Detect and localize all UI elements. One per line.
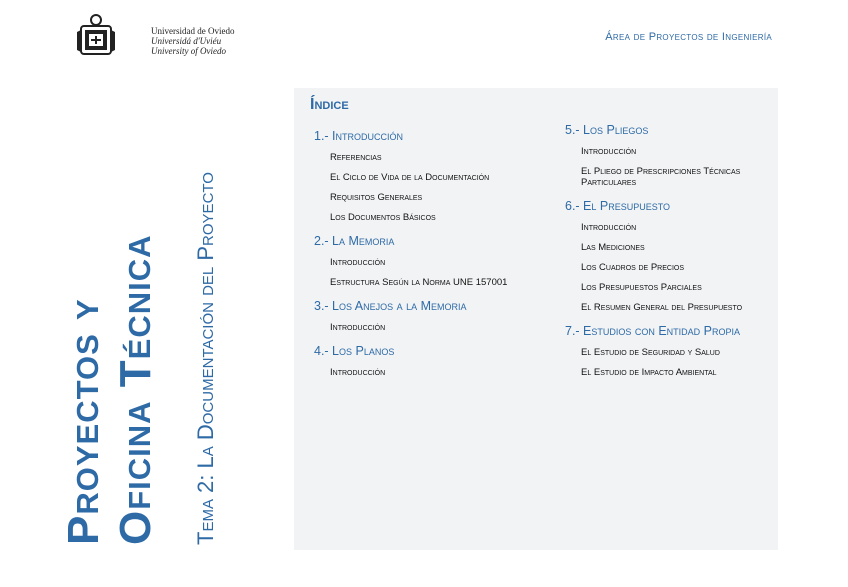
section-heading[interactable]: 5.- Los Pliegos (565, 123, 649, 137)
section-heading[interactable]: 3.- Los Anejos a la Memoria (314, 299, 467, 313)
university-name-es: Universidad de Oviedo (151, 26, 235, 36)
section-heading[interactable]: 7.- Estudios con Entidad Propia (565, 324, 740, 338)
section-heading[interactable]: 1.- Introducción (314, 129, 404, 143)
index-panel (294, 88, 778, 550)
index-item[interactable]: El Estudio de Impacto Ambiental (581, 367, 717, 378)
index-item[interactable]: El Estudio de Seguridad y Salud (581, 347, 720, 358)
index-item[interactable]: El Resumen General del Presupuesto (581, 302, 743, 313)
index-item[interactable]: Los Cuadros de Precios (581, 262, 685, 273)
section-heading[interactable]: 6.- El Presupuesto (565, 199, 671, 213)
index-section (565, 122, 770, 188)
index-item[interactable]: Introducción (330, 367, 386, 378)
topic-subtitle: Tema 2: La Documentación del Proyecto (193, 172, 218, 545)
index-section (314, 233, 524, 288)
university-name (151, 26, 234, 56)
index-item[interactable]: El Pliego de Prescripciones Técnicas Particulares (581, 166, 741, 188)
index-item[interactable]: Introducción (581, 222, 637, 233)
index-item[interactable]: Requisitos Generales (330, 192, 423, 203)
university-name-ast: Universidá d'Uviéu (151, 36, 222, 46)
index-item[interactable]: Estructura Según la Norma UNE 157001 (330, 277, 508, 288)
university-name-en: University of Oviedo (151, 46, 226, 56)
index-item[interactable]: Introducción (330, 257, 386, 268)
index-item[interactable]: Referencias (330, 152, 382, 163)
section-heading[interactable]: 4.- Los Planos (314, 344, 395, 358)
index-item[interactable]: Introducción (330, 322, 386, 333)
area-heading: Área de Proyectos de Ingeniería (605, 31, 772, 43)
index-right-column (565, 122, 770, 388)
index-section (314, 128, 524, 223)
index-item[interactable]: Introducción (581, 146, 637, 157)
index-item[interactable]: Los Presupuestos Parciales (581, 282, 702, 293)
index-left-column (314, 128, 524, 388)
course-title (58, 85, 162, 545)
index-section (314, 343, 524, 378)
university-logo (75, 12, 255, 62)
index-section (565, 198, 770, 313)
section-heading[interactable]: 2.- La Memoria (314, 234, 395, 248)
course-title-line2: Oficina Técnica (111, 234, 160, 545)
university-seal-icon (75, 12, 117, 58)
index-title: Índice (310, 96, 349, 113)
index-section (314, 298, 524, 333)
index-item[interactable]: Los Documentos Básicos (330, 212, 436, 223)
course-title-line1: Proyectos y (59, 298, 108, 545)
index-section (565, 323, 770, 378)
index-item[interactable]: Las Mediciones (581, 242, 645, 253)
index-item[interactable]: El Ciclo de Vida de la Documentación (330, 172, 490, 183)
